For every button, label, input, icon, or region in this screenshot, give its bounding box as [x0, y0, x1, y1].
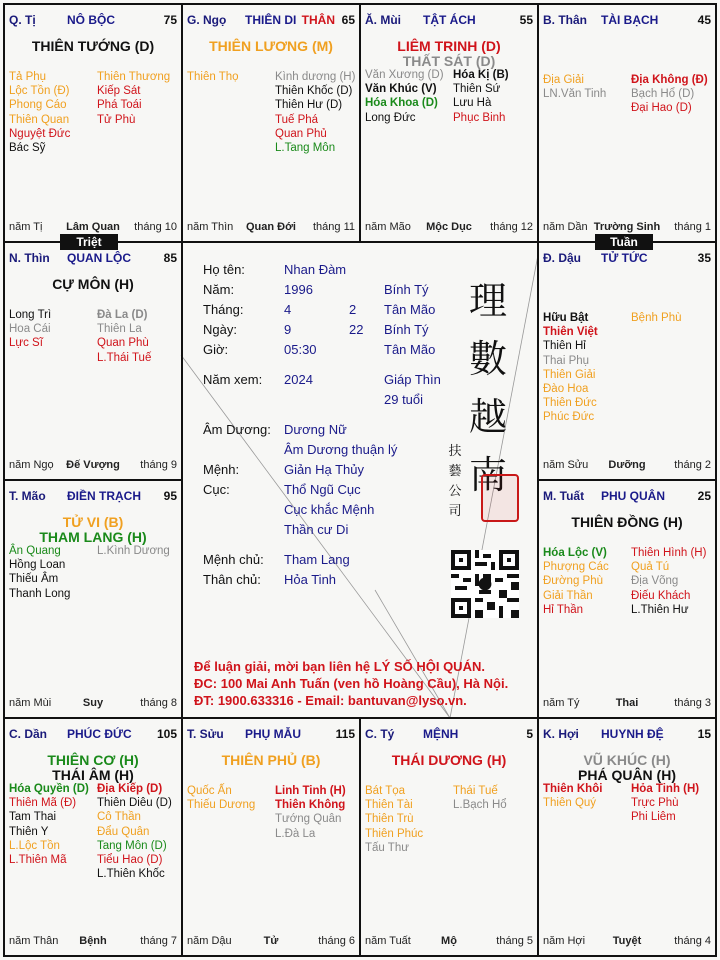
info-label: Mệnh:: [203, 462, 240, 477]
minor-star: Bạch Hổ (D): [631, 88, 695, 101]
cell-header: [9, 727, 177, 743]
minor-star: Thiên Giải: [543, 368, 596, 381]
star-list-right: [97, 782, 172, 881]
main-star: THẤT SÁT (D): [402, 53, 496, 69]
info-label: Mệnh chủ:: [203, 552, 264, 567]
minor-star: Văn Xương (D): [365, 69, 444, 81]
palace-cell-tuat[interactable]: [539, 481, 715, 717]
minor-star: Bát Tọa: [365, 785, 406, 797]
life-stage: Mộ: [441, 935, 457, 947]
minor-star: Hồng Loan: [9, 559, 66, 572]
main-star: VŨ KHÚC (H): [583, 752, 671, 768]
life-stage: Lâm Quan: [66, 221, 120, 233]
info-value-canchi: Giáp Thìn: [384, 372, 441, 387]
info-label: Năm:: [203, 282, 235, 297]
minor-star: Hóa Lộc (V): [543, 547, 607, 559]
minor-star: L.Tang Môn: [275, 142, 336, 155]
cell-header: [9, 489, 177, 505]
minor-star: Thiên Mã (Đ): [9, 797, 77, 810]
cell-header: [543, 13, 711, 29]
age-number: 5: [526, 727, 533, 741]
cell-header: [9, 13, 177, 29]
minor-star: LN.Văn Tinh: [543, 88, 607, 101]
cell-header: [365, 13, 533, 29]
cell-footer: [365, 221, 533, 235]
hline-2: [3, 479, 182, 481]
cell-header: [187, 727, 355, 743]
minor-star: Địa Võng: [631, 575, 679, 588]
small-script: [447, 442, 463, 522]
cell-footer: [9, 935, 177, 949]
info-value: Thổ Ngũ Cục: [284, 482, 361, 497]
minor-star: Hóa Quyền (D): [9, 783, 89, 795]
palace-name: TÀI BẠCH: [601, 13, 659, 27]
minor-star: Địa Giải: [543, 74, 584, 86]
palace-name: QUAN LỘC: [67, 251, 131, 265]
info-value: Tham Lang: [284, 552, 350, 567]
minor-star: Tướng Quân: [275, 813, 342, 826]
palace-name: THIÊN DI: [245, 13, 297, 27]
calligraphy-char-3: 越: [468, 395, 507, 439]
minor-star: Văn Khúc (V): [365, 83, 437, 96]
minor-star: L.Lộc Tồn: [9, 839, 60, 852]
star-list-left: [187, 70, 239, 84]
triet-marker: Triệt: [60, 234, 118, 250]
main-star: CỰ MÔN (H): [52, 276, 134, 292]
minor-star: Phi Liêm: [631, 811, 676, 824]
small-script-2: 藝: [448, 464, 462, 479]
minor-star: Ân Quang: [9, 545, 61, 557]
life-stage: Mộc Dục: [426, 221, 472, 233]
calligraphy-char-2: 數: [468, 337, 507, 381]
minor-star: Nguyệt Đức: [9, 127, 71, 140]
minor-star: Thiếu Âm: [9, 573, 59, 586]
age-number: 25: [697, 489, 711, 503]
age-number: 45: [697, 13, 711, 27]
age-number: 55: [519, 13, 533, 27]
minor-star: Đà La (D): [97, 309, 148, 321]
info-value-canchi: Tân Mão: [384, 342, 436, 357]
main-star: THÁI ÂM (H): [52, 767, 134, 783]
cell-footer: [9, 459, 177, 473]
cell-footer: [543, 459, 711, 473]
minor-star: Hỏa Tinh (H): [631, 783, 700, 795]
minor-star: Giải Thần: [543, 589, 593, 602]
life-stage: Quan Đới: [246, 221, 296, 233]
month-label: tháng 8: [140, 697, 177, 709]
palace-name: PHÚC ĐỨC: [67, 727, 132, 741]
palace-name: HUYNH ĐỆ: [601, 727, 664, 741]
age-number: 95: [163, 489, 177, 503]
year-label: năm Mùi: [9, 697, 52, 709]
minor-star: Đào Hoa: [543, 383, 589, 396]
info-label: Âm Dương:: [203, 422, 271, 437]
palace-cell-mao[interactable]: [5, 481, 181, 717]
minor-star: Thiên La: [97, 323, 142, 336]
main-star: THIÊN TƯỚNG (D): [31, 38, 155, 54]
cell-header: [365, 727, 533, 743]
life-stage: Tử: [263, 935, 279, 947]
minor-star: Thiên Khôi: [543, 783, 603, 795]
calligraphy-char-1: 理: [468, 279, 507, 323]
star-list-left: [543, 311, 598, 425]
minor-star: Thiên Việt: [543, 326, 598, 339]
contact-line-3[interactable]: ĐT: 1900.633316 - Email: bantuvan@lyso.vn.: [194, 693, 467, 708]
cell-footer: [543, 221, 711, 235]
minor-star: L.Thiên Khốc: [97, 868, 165, 881]
minor-star: Thiên Sứ: [453, 83, 501, 96]
minor-star: Hóa Khoa (D): [365, 97, 438, 110]
minor-star: Thiếu Dương: [187, 799, 256, 812]
info-value: 05:30: [284, 342, 317, 357]
main-star: PHÁ QUÂN (H): [578, 767, 676, 783]
minor-star: Thiên Hình (H): [631, 547, 707, 559]
minor-star: Hoa Cái: [9, 323, 51, 336]
star-list-right: [631, 73, 708, 116]
center-info-panel: [181, 242, 538, 718]
info-value: 2024: [284, 372, 313, 387]
star-list-right: [97, 70, 170, 127]
calligraphy-logo: [463, 272, 513, 504]
main-star: THÁI DƯƠNG (H): [391, 752, 507, 768]
minor-star: Long Đức: [365, 111, 416, 124]
minor-star: Thái Tuế: [453, 785, 498, 797]
star-list-left: [9, 544, 70, 601]
minor-star: Tuế Phá: [275, 113, 319, 126]
life-stage: Trường Sinh: [593, 221, 661, 233]
month-label: tháng 1: [674, 221, 711, 233]
cell-header: [9, 251, 177, 267]
minor-star: Phúc Đức: [543, 411, 595, 424]
minor-star: Linh Tinh (H): [275, 785, 346, 797]
minor-star: Thai Phụ: [543, 354, 590, 367]
life-stage: Bệnh: [79, 935, 107, 947]
age-number: 15: [697, 727, 711, 741]
minor-star: Lưu Hà: [453, 97, 492, 110]
info-label: Cục:: [203, 482, 230, 497]
age-number: 75: [163, 13, 177, 27]
small-script-3: 公: [448, 484, 462, 499]
palace-cell-mui[interactable]: [361, 5, 537, 241]
branch-label: Ă. Mùi: [365, 13, 401, 27]
life-stage: Suy: [82, 697, 104, 709]
month-label: tháng 2: [674, 459, 711, 471]
minor-star: Địa Kiếp (D): [97, 783, 163, 795]
star-list-right: [453, 68, 509, 125]
minor-star: L.Thiên Hư: [631, 603, 689, 616]
minor-star: Tam Thai: [9, 811, 57, 824]
minor-star: Tử Phù: [97, 113, 136, 126]
info-value: Hỏa Tinh: [284, 572, 337, 587]
main-star: THIÊN LƯƠNG (M): [209, 38, 333, 54]
info-value-lunar: 2: [349, 302, 357, 317]
star-list-left: [543, 73, 606, 101]
info-value: Dương Nữ: [284, 422, 347, 437]
age-number: 105: [156, 727, 177, 741]
minor-star: Thiên Y: [9, 825, 49, 838]
info-value: Thần cư Di: [284, 522, 349, 537]
cell-footer: [543, 935, 711, 949]
star-list-right: [97, 308, 151, 365]
minor-star: L.Thái Tuế: [97, 351, 152, 364]
star-list-right: [275, 784, 346, 841]
minor-star: Thiên Thương: [97, 71, 171, 83]
star-list-right: [97, 544, 170, 558]
year-label: năm Dần: [543, 221, 588, 233]
info-label: Ngày:: [203, 322, 237, 337]
main-star: LIÊM TRINH (D): [397, 38, 501, 54]
info-value: Giản Hạ Thủy: [284, 462, 364, 477]
tuan-marker: Tuần: [595, 234, 653, 250]
cell-header: [543, 727, 711, 743]
info-value: 1996: [284, 282, 313, 297]
main-star: TỬ VI (B): [62, 514, 124, 530]
palace-cell-hoi[interactable]: [539, 719, 715, 955]
life-stage: Dưỡng: [608, 459, 646, 471]
minor-star: Đẩu Quân: [97, 825, 150, 838]
star-list-right: [631, 546, 706, 617]
palace-cell-than[interactable]: [539, 5, 715, 241]
branch-label: T. Mão: [9, 489, 46, 503]
minor-star: L.Thiên Mã: [9, 854, 67, 867]
minor-star: Địa Không (Đ): [631, 74, 708, 86]
month-label: tháng 4: [674, 935, 711, 947]
year-label: năm Ngọ: [9, 459, 54, 471]
minor-star: Quả Tú: [631, 561, 670, 574]
palace-cell-thin[interactable]: [5, 243, 181, 479]
branch-label: N. Thìn: [9, 251, 50, 265]
year-label: năm Tuất: [365, 935, 411, 947]
month-label: tháng 6: [318, 935, 355, 947]
minor-star: Thiên Diêu (D): [97, 797, 172, 810]
minor-star: Tả Phụ: [9, 71, 47, 83]
star-list-right: [631, 782, 699, 825]
minor-star: Lộc Tồn (Đ): [9, 85, 70, 98]
minor-star: L.Bạch Hổ: [453, 799, 507, 812]
branch-label: K. Hợi: [543, 727, 579, 741]
than-marker: THÂN: [301, 13, 335, 27]
minor-star: Phục Binh: [453, 111, 506, 124]
minor-star: Thiên Phúc: [365, 827, 424, 840]
month-label: tháng 7: [140, 935, 177, 947]
age-number: 65: [341, 13, 355, 27]
palace-name: NÔ BỘC: [67, 13, 115, 27]
minor-star: Thiên Hư (D): [275, 99, 343, 112]
minor-star: Quốc Ấn: [187, 785, 232, 797]
minor-star: Lực Sĩ: [9, 337, 43, 350]
branch-label: C. Dần: [9, 727, 48, 741]
life-stage: Thai: [615, 697, 639, 709]
minor-star: Cô Thần: [97, 811, 141, 824]
calligraphy-char-4: 南: [468, 453, 507, 497]
minor-star: Long Trì: [9, 309, 52, 321]
minor-star: Đường Phù: [543, 575, 603, 588]
minor-star: L.Đà La: [275, 827, 316, 840]
star-list-left: [543, 546, 609, 617]
minor-star: Thiên Trù: [365, 813, 414, 826]
minor-star: Thiên Quan: [9, 113, 70, 126]
contact-line-2: ĐC: 100 Mai Anh Tuấn (ven hồ Hoàng Cầu), Hà Nội.: [194, 676, 509, 691]
star-list-right: [631, 311, 682, 325]
month-label: tháng 12: [490, 221, 533, 233]
star-list-left: [543, 782, 602, 810]
month-label: tháng 9: [140, 459, 177, 471]
palace-cell-ti[interactable]: [5, 5, 181, 241]
month-label: tháng 3: [674, 697, 711, 709]
year-label: năm Dậu: [187, 935, 232, 947]
palace-cell-dau[interactable]: [539, 243, 715, 479]
minor-star: Thanh Long: [9, 587, 71, 600]
info-label: Họ tên:: [203, 262, 245, 277]
branch-label: Đ. Dậu: [543, 251, 582, 265]
palace-name: MỆNH: [423, 727, 459, 741]
contact-line-1: Để luận giải, mời bạn liên hệ LÝ SỐ HỘI QUÁN.: [194, 659, 485, 674]
branch-label: B. Thân: [543, 13, 587, 27]
main-star: THIÊN ĐỒNG (H): [571, 514, 683, 530]
minor-star: Tấu Thư: [365, 841, 409, 854]
minor-star: Phượng Các: [543, 561, 609, 574]
minor-star: Bệnh Phù: [631, 312, 682, 324]
minor-star: Quan Phù: [97, 337, 149, 350]
cell-footer: [187, 935, 355, 949]
cell-footer: [543, 697, 711, 711]
info-value-canchi: Bính Tý: [384, 322, 429, 337]
year-label: năm Hợi: [543, 935, 586, 947]
palace-name: TẬT ÁCH: [423, 13, 476, 27]
branch-label: C. Tý: [365, 727, 395, 741]
cell-footer: [9, 697, 177, 711]
info-value-canchi: 29 tuổi: [384, 392, 424, 407]
red-seal-stamp: [481, 474, 519, 522]
star-list-left: [9, 70, 70, 155]
palace-name: ĐIỀN TRẠCH: [67, 489, 141, 503]
palace-cell-dan[interactable]: [5, 719, 181, 955]
minor-star: Hữu Bật: [543, 312, 589, 324]
minor-star: Kiếp Sát: [97, 85, 141, 98]
minor-star: Đại Hao (D): [631, 102, 692, 115]
star-list-left: [187, 784, 255, 812]
cell-header: [187, 13, 355, 29]
star-list-left: [9, 308, 51, 351]
cell-footer: [365, 935, 533, 949]
branch-label: G. Ngọ: [187, 13, 227, 27]
palace-name: PHU QUÂN: [601, 489, 666, 503]
info-value-canchi: Bính Tý: [384, 282, 429, 297]
branch-label: Q. Tị: [9, 13, 36, 27]
age-number: 115: [335, 727, 355, 741]
palace-cell-suu[interactable]: [183, 719, 359, 955]
vline-2: [359, 3, 361, 243]
info-label: Giờ:: [203, 342, 229, 357]
age-number: 85: [163, 251, 177, 265]
month-label: tháng 11: [312, 221, 355, 233]
minor-star: Thiên Hỉ: [543, 340, 586, 353]
year-label: năm Mão: [365, 221, 411, 233]
minor-star: Bác Sỹ: [9, 142, 46, 155]
vline-2b: [359, 717, 361, 957]
minor-star: Tang Môn (D): [97, 839, 167, 852]
palace-name: PHỤ MẪU: [245, 727, 301, 741]
main-star: THAM LANG (H): [39, 529, 147, 545]
info-value: Cục khắc Mệnh: [284, 502, 375, 517]
info-value: 4: [284, 302, 292, 317]
star-list-left: [365, 784, 423, 855]
minor-star: Quan Phủ: [275, 127, 327, 140]
month-label: tháng 5: [496, 935, 533, 947]
minor-star: Phong Cáo: [9, 99, 67, 112]
info-value: Nhan Đàm: [284, 262, 347, 277]
branch-label: M. Tuất: [543, 489, 585, 503]
info-value: Âm Dương thuận lý: [284, 442, 398, 457]
minor-star: Phá Toái: [97, 99, 142, 112]
cell-header: [543, 489, 711, 505]
minor-star: Hỉ Thần: [543, 603, 584, 616]
life-stage: Đế Vượng: [66, 459, 120, 471]
cell-header: [543, 251, 711, 267]
small-script-1: 扶: [448, 444, 462, 459]
year-label: năm Tị: [9, 221, 43, 233]
star-list-right: [453, 784, 507, 812]
star-list-right: [275, 70, 355, 155]
minor-star: Thiên Không: [275, 799, 346, 812]
qr-code[interactable]: [451, 550, 519, 618]
minor-star: Tiểu Hao (D): [97, 854, 163, 867]
cell-footer: [9, 221, 177, 235]
year-label: năm Tý: [543, 697, 580, 709]
minor-star: Kình dương (H): [275, 71, 356, 83]
branch-label: T. Sửu: [187, 727, 224, 741]
minor-star: Trực Phù: [631, 797, 679, 810]
minor-star: Thiên Tài: [365, 799, 413, 812]
minor-star: Thiên Đức: [543, 397, 597, 410]
minor-star: Thiên Quý: [543, 797, 597, 810]
life-stage: Tuyệt: [612, 935, 642, 947]
palace-cell-ty[interactable]: [361, 719, 537, 955]
minor-star: L.Kình Dương: [97, 545, 170, 557]
minor-star: Điếu Khách: [631, 589, 691, 602]
small-script-4: 司: [448, 504, 462, 519]
minor-star: Thiên Thọ: [187, 71, 239, 83]
year-label: năm Sửu: [543, 459, 589, 471]
minor-star: Hóa Kị (B): [453, 69, 509, 81]
cell-footer: [187, 221, 355, 235]
info-value-lunar: 22: [349, 322, 364, 337]
info-label: Tháng:: [203, 302, 244, 317]
star-list-left: [365, 68, 444, 125]
year-label: năm Thân: [9, 935, 59, 947]
main-star: THIÊN CƠ (H): [47, 752, 139, 768]
palace-name: TỬ TỨC: [601, 251, 648, 265]
main-star: THIÊN PHỦ (B): [221, 752, 321, 768]
info-label: Thân chủ:: [203, 572, 261, 587]
info-label: Năm xem:: [203, 372, 263, 387]
info-value-canchi: Tân Mão: [384, 302, 436, 317]
month-label: tháng 10: [134, 221, 177, 233]
info-value: 9: [284, 322, 292, 337]
star-list-left: [9, 782, 89, 867]
minor-star: Thiên Khốc (D): [275, 85, 353, 98]
age-number: 35: [697, 251, 711, 265]
year-label: năm Thìn: [187, 221, 234, 233]
palace-cell-ngo[interactable]: [183, 5, 359, 241]
hline-2r: [538, 479, 717, 481]
